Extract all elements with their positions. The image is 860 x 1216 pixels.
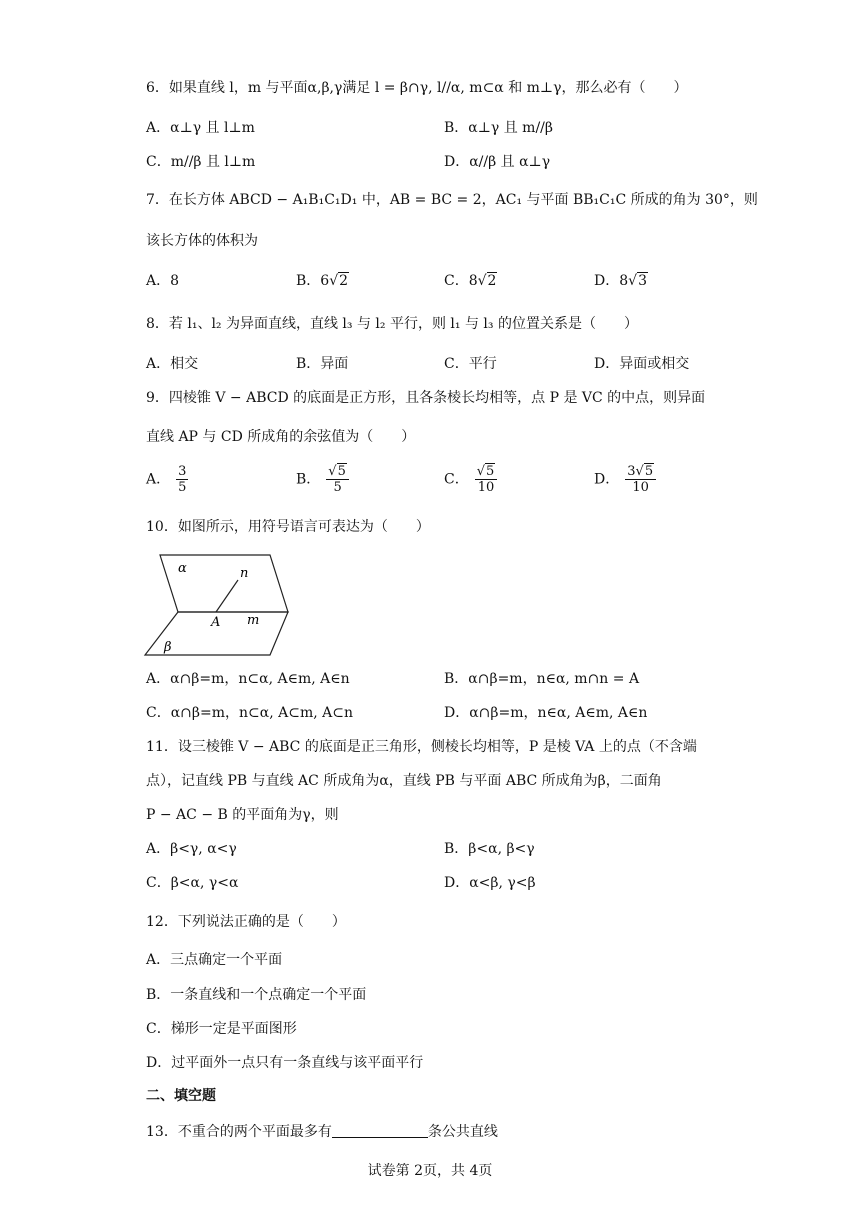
q8-option-a: A．相交 xyxy=(146,356,199,372)
q9-option-b: B． $\frac{√5}{5}$ xyxy=(296,464,349,495)
q9-option-d: D． $\frac{3√5}{10}$ xyxy=(594,464,656,495)
q12-option-c: C．梯形一定是平面图形 xyxy=(146,1021,297,1037)
q7-option-b: B．6√2 xyxy=(296,273,349,289)
q11-option-c: C．β<α, γ<α xyxy=(146,875,239,891)
q8-option-b: B．异面 xyxy=(296,356,349,372)
q12-option-a: A．三点确定一个平面 xyxy=(146,952,283,968)
q7-stem-line1: 7．在长方体 ABCD − A₁B₁C₁D₁ 中，AB = BC = 2，AC₁ 与平面 BB₁C₁C 所成的角为 30°，则 xyxy=(146,192,758,208)
q7-stem-line2: 该长方体的体积为 xyxy=(146,233,258,249)
label-a: A xyxy=(211,615,221,630)
q8-option-c: C．平行 xyxy=(444,356,497,372)
q10-option-c: C．α∩β=m，n⊂α, A⊂m, A⊂n xyxy=(146,705,353,721)
q9-option-c: C． $\frac{√5}{10}$ xyxy=(444,464,497,495)
q6-stem: 6．如果直线 l，m 与平面α,β,γ满足 l = β∩γ, l//α, m⊂α 和 m⊥γ，那么必有（ ） xyxy=(146,80,688,96)
q10-stem: 10．如图所示，用符号语言可表达为（ ） xyxy=(146,519,430,535)
q12-option-b: B．一条直线和一个点确定一个平面 xyxy=(146,987,367,1003)
q10-option-d: D．α∩β=m，n∈α, A∈m, A∈n xyxy=(444,705,648,721)
q9-stem-line2: 直线 AP 与 CD 所成角的余弦值为（ ） xyxy=(146,429,416,445)
q10-figure xyxy=(140,550,300,660)
label-n: n xyxy=(240,566,249,581)
q10-option-b: B．α∩β=m，n∈α, m∩n = A xyxy=(444,671,640,687)
q12-option-d: D．过平面外一点只有一条直线与该平面平行 xyxy=(146,1055,424,1071)
label-m: m xyxy=(247,613,260,628)
section-heading-fill-in: 二、填空题 xyxy=(146,1088,216,1104)
q8-stem: 8．若 l₁、l₂ 为异面直线，直线 l₃ 与 l₂ 平行，则 l₁ 与 l₃ 的位置关系是（ ） xyxy=(146,316,638,332)
q13-stem: 13．不重合的两个平面最多有 条公共直线 xyxy=(146,1124,498,1140)
q11-option-a: A．β<γ, α<γ xyxy=(146,841,237,857)
label-beta: β xyxy=(164,640,172,655)
q6-option-a: A．α⊥γ 且 l⊥m xyxy=(146,120,255,136)
q7-option-a: A．8 xyxy=(146,273,180,289)
label-alpha: α xyxy=(178,561,187,576)
q6-option-b: B．α⊥γ 且 m//β xyxy=(444,120,553,136)
q7-option-c: C．8√2 xyxy=(444,273,497,289)
q9-option-a: A． $\frac{3}{5}$ xyxy=(146,464,187,495)
q11-stem-line1: 11．设三棱锥 V − ABC 的底面是正三角形，侧棱长均相等，P 是棱 VA 上的点（不含端 xyxy=(146,739,697,755)
line-n xyxy=(216,580,238,612)
q11-option-d: D．α<β, γ<β xyxy=(444,875,536,891)
page-footer: 试卷第 2页，共 4页 xyxy=(367,1163,493,1179)
answer-blank[interactable] xyxy=(332,1123,428,1138)
q6-option-c: C．m//β 且 l⊥m xyxy=(146,154,256,170)
q11-option-b: B．β<α, β<γ xyxy=(444,841,535,857)
q7-option-d: D．8√3 xyxy=(594,273,647,289)
q11-stem-line3: P − AC − B 的平面角为γ，则 xyxy=(146,807,339,823)
q9-stem-line1: 9．四棱锥 V − ABCD 的底面是正方形，且各条棱长均相等，点 P 是 VC 的中点，则异面 xyxy=(146,390,706,406)
q12-stem: 12．下列说法正确的是（ ） xyxy=(146,914,346,930)
q8-option-d: D．异面或相交 xyxy=(594,356,690,372)
q10-option-a: A．α∩β=m，n⊂α, A∈m, A∈n xyxy=(146,671,350,687)
q11-stem-line2: 点），记直线 PB 与直线 AC 所成角为α，直线 PB 与平面 ABC 所成角为β，二面角 xyxy=(146,773,662,789)
q6-option-d: D．α//β 且 α⊥γ xyxy=(444,154,551,170)
